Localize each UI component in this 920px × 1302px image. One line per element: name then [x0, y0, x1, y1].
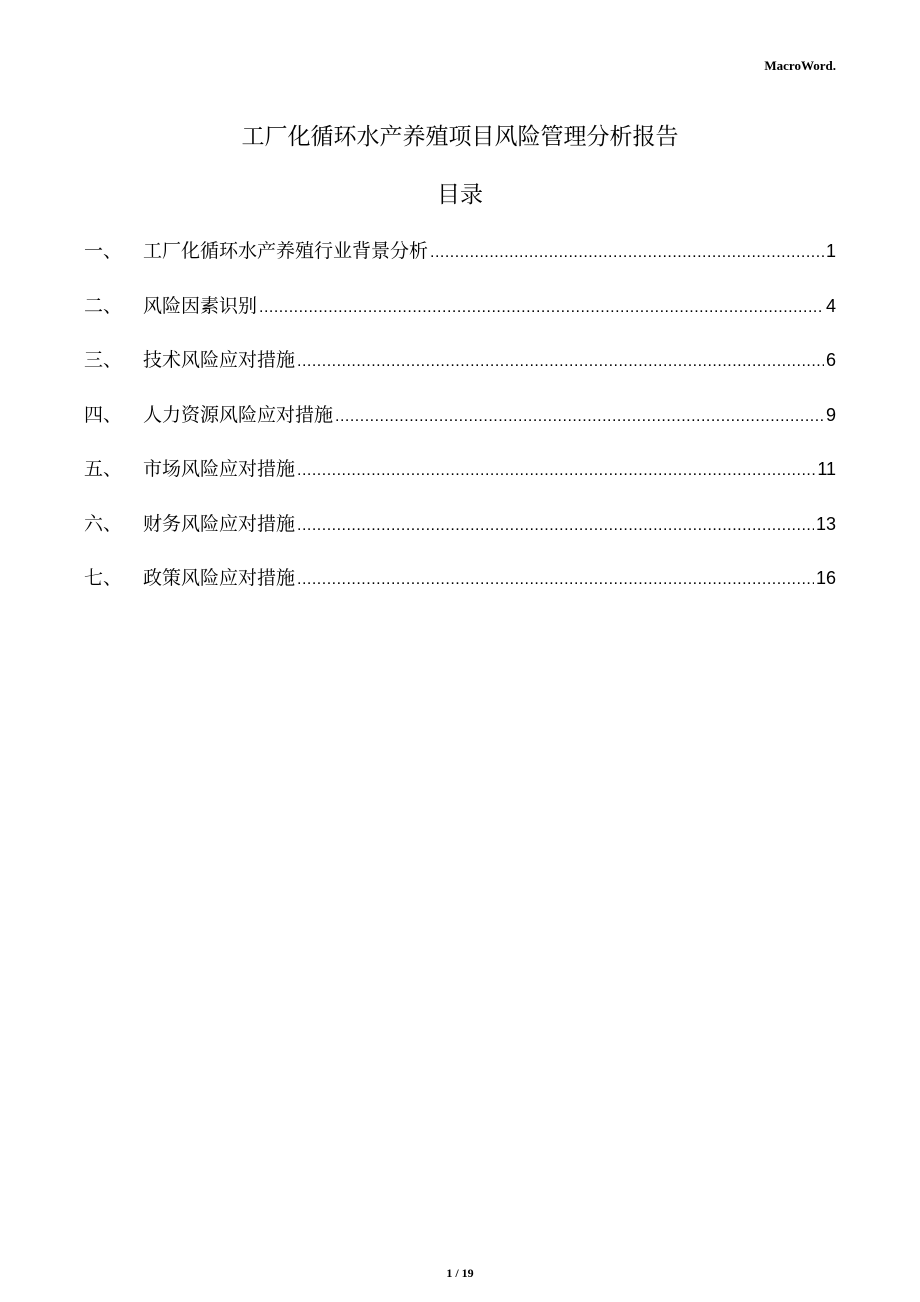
toc-entry-title[interactable]: 政策风险应对措施 — [143, 567, 296, 589]
toc-entry-number: 二、 — [84, 294, 123, 317]
toc-dot-leader — [430, 238, 824, 268]
toc-entry-number: 七、 — [84, 567, 123, 589]
page-indicator: 1 / 19 — [446, 1266, 474, 1280]
toc-entry-page[interactable]: 4 — [825, 295, 836, 316]
toc-entry-title[interactable]: 工厂化循环水产养殖行业背景分析 — [143, 240, 429, 262]
toc-entry-number: 一、 — [84, 240, 123, 262]
toc-entry-5[interactable] — [84, 454, 836, 484]
toc-entry-title[interactable]: 市场风险应对措施 — [143, 458, 296, 480]
toc-entry-number: 四、 — [84, 403, 123, 426]
table-of-contents — [84, 236, 836, 618]
toc-entry-3[interactable] — [84, 345, 836, 375]
toc-dot-leader — [297, 347, 824, 377]
toc-heading: 目录 — [437, 182, 483, 208]
toc-entry-title[interactable]: 技术风险应对措施 — [143, 349, 296, 371]
toc-entry-7[interactable] — [84, 563, 836, 593]
toc-dot-leader — [297, 565, 814, 595]
toc-entry-page[interactable]: 13 — [815, 513, 836, 534]
document-title: 工厂化循环水产养殖项目风险管理分析报告 — [241, 124, 679, 150]
toc-entry-2[interactable] — [84, 291, 836, 321]
toc-entry-page[interactable]: 9 — [825, 404, 836, 425]
toc-dot-leader — [259, 293, 824, 323]
toc-entry-page[interactable]: 11 — [817, 459, 836, 479]
toc-dot-leader — [297, 456, 815, 486]
header-brand: MacroWord. — [764, 58, 836, 73]
toc-entry-number: 三、 — [84, 349, 123, 371]
toc-entry-title[interactable]: 人力资源风险应对措施 — [143, 403, 334, 426]
toc-dot-leader — [335, 402, 824, 432]
toc-entry-title[interactable]: 风险因素识别 — [143, 294, 258, 317]
toc-entry-page[interactable]: 6 — [825, 350, 836, 370]
toc-entry-number: 五、 — [84, 458, 123, 480]
toc-entry-4[interactable] — [84, 400, 836, 430]
toc-entry-1[interactable] — [84, 236, 836, 266]
toc-entry-6[interactable] — [84, 509, 836, 539]
toc-entry-number: 六、 — [84, 512, 123, 535]
toc-entry-page[interactable]: 16 — [815, 568, 836, 588]
toc-entry-page[interactable]: 1 — [825, 241, 836, 261]
toc-dot-leader — [297, 511, 814, 541]
toc-entry-title[interactable]: 财务风险应对措施 — [143, 512, 296, 535]
